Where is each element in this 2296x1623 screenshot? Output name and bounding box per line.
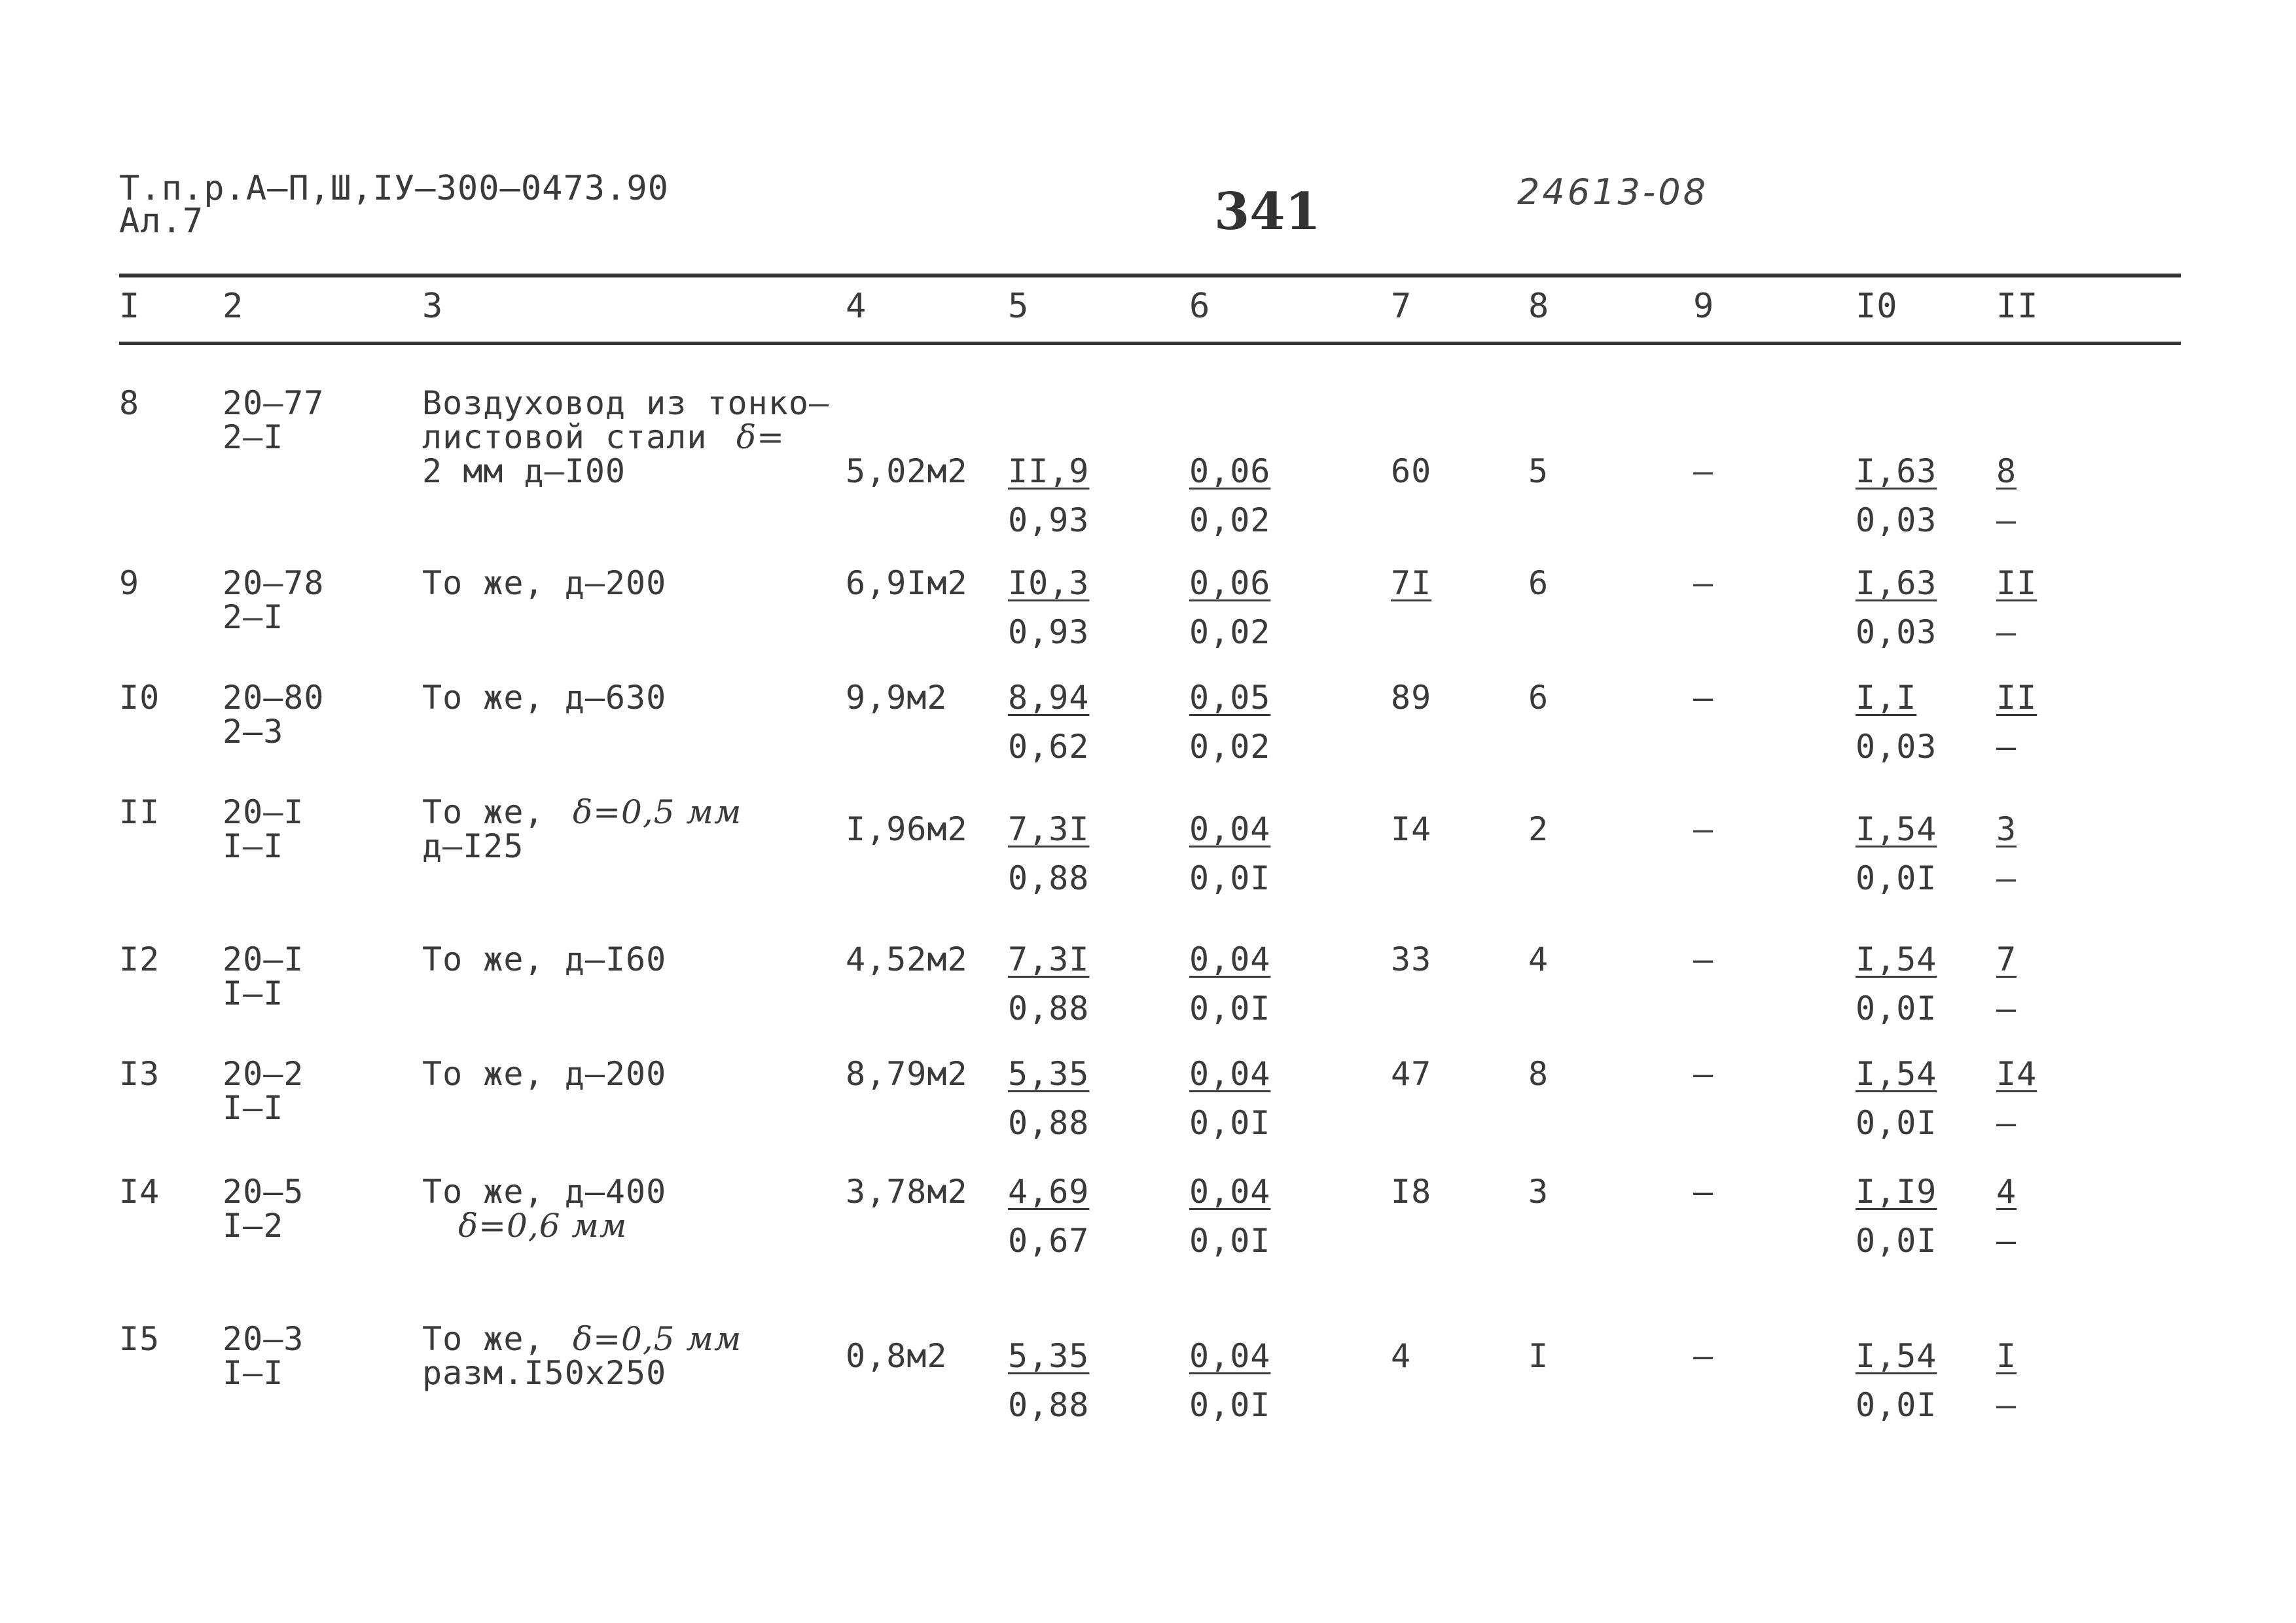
quantity: 0,8м2 <box>846 1337 948 1375</box>
col6-bottom: 0,0I <box>1189 1104 1271 1142</box>
col6-top: 0,04 <box>1189 1173 1271 1211</box>
row-number: I0 <box>119 679 160 717</box>
description-line: То же, <box>422 793 545 831</box>
description-line: 2 мм д–I00 <box>422 452 626 490</box>
col11-bottom: – <box>1996 1386 2017 1424</box>
col5-bottom: 0,88 <box>1008 1386 1090 1424</box>
column-header-10: I0 <box>1856 287 1898 326</box>
column-header-9: 9 <box>1693 287 1715 326</box>
code-top: 20–80 <box>223 679 325 717</box>
code-bottom: I–2 <box>223 1207 284 1245</box>
column-header-11: II <box>1996 287 2039 326</box>
col6-bottom: 0,02 <box>1189 728 1271 766</box>
col11-bottom: – <box>1996 613 2017 651</box>
row-number: I4 <box>119 1173 160 1211</box>
quantity: 5,02м2 <box>846 452 968 490</box>
col7-value: 60 <box>1391 452 1432 490</box>
col5-bottom: 0,88 <box>1008 859 1090 897</box>
code-top: 20–I <box>223 940 304 978</box>
col6-top: 0,04 <box>1189 1055 1271 1093</box>
code-bottom: 2–I <box>223 598 284 636</box>
quantity: 3,78м2 <box>846 1173 968 1211</box>
document-code: Т.п.р.А–П,Ш,IУ–300–0473.90 <box>119 169 669 208</box>
col10-bottom: 0,0I <box>1856 1104 1937 1142</box>
col11-top: II <box>1996 564 2037 602</box>
col5-bottom: 0,88 <box>1008 1104 1090 1142</box>
col11-top: 3 <box>1996 810 2017 848</box>
col7-value: 89 <box>1391 679 1432 717</box>
col5-bottom: 0,93 <box>1008 501 1090 539</box>
col8-value: 6 <box>1528 564 1549 602</box>
column-header-6: 6 <box>1189 287 1211 326</box>
column-header-4: 4 <box>846 287 867 326</box>
col11-top: II <box>1996 679 2037 717</box>
col9-value: – <box>1693 564 1714 602</box>
row-number: 8 <box>119 384 140 422</box>
quantity: 4,52м2 <box>846 940 968 978</box>
row-number: I5 <box>119 1320 160 1358</box>
col10-bottom: 0,0I <box>1856 990 1937 1027</box>
col8-value: 6 <box>1528 679 1549 717</box>
col10-top: I,63 <box>1856 564 1937 602</box>
col7-value: 33 <box>1391 940 1432 978</box>
description-line: То же, д–200 <box>422 1055 667 1093</box>
col10-top: I,I <box>1856 679 1917 717</box>
col6-bottom: 0,02 <box>1189 501 1271 539</box>
col8-value: 5 <box>1528 452 1549 490</box>
description-line: То же, <box>422 1320 545 1358</box>
code-top: 20–77 <box>223 384 325 422</box>
quantity: 9,9м2 <box>846 679 948 717</box>
code-bottom: 2–I <box>223 418 284 456</box>
code-top: 20–2 <box>223 1055 304 1093</box>
quantity: 8,79м2 <box>846 1055 968 1093</box>
delta-thickness: δ=0,6 мм <box>458 1207 628 1245</box>
code-bottom: I–I <box>223 974 284 1012</box>
column-header-5: 5 <box>1008 287 1030 326</box>
col5-top: II,9 <box>1008 452 1090 490</box>
col5-bottom: 0,67 <box>1008 1222 1090 1260</box>
delta-thickness: δ= <box>736 418 785 456</box>
col8-value: I <box>1528 1337 1549 1375</box>
col5-top: 7,3I <box>1008 810 1090 848</box>
col10-bottom: 0,0I <box>1856 1222 1937 1260</box>
col11-bottom: – <box>1996 728 2017 766</box>
code-bottom: I–I <box>223 1089 284 1127</box>
col6-top: 0,04 <box>1189 810 1271 848</box>
col10-bottom: 0,03 <box>1856 613 1937 651</box>
col10-bottom: 0,0I <box>1856 1386 1937 1424</box>
header-rule <box>119 342 2181 345</box>
col5-top: 4,69 <box>1008 1173 1090 1211</box>
description-line: То же, д–200 <box>422 564 667 602</box>
col8-value: 2 <box>1528 810 1549 848</box>
col5-top: 5,35 <box>1008 1055 1090 1093</box>
col10-bottom: 0,03 <box>1856 501 1937 539</box>
description-line: листовой стали <box>422 418 708 456</box>
code-bottom: 2–3 <box>223 713 284 751</box>
sheet-number: Ал.7 <box>119 202 204 241</box>
col6-bottom: 0,02 <box>1189 613 1271 651</box>
row-number: 9 <box>119 564 140 602</box>
delta-thickness: δ=0,5 мм <box>573 793 742 831</box>
col10-top: I,63 <box>1856 452 1937 490</box>
page-number: 341 <box>1214 182 1321 241</box>
code-top: 20–78 <box>223 564 325 602</box>
description-line: То же, д–400 <box>422 1173 667 1211</box>
col9-value: – <box>1693 452 1714 490</box>
row-number: II <box>119 793 160 831</box>
col5-top: I0,3 <box>1008 564 1090 602</box>
description-line: То же, д–I60 <box>422 940 667 978</box>
col9-value: – <box>1693 1173 1714 1211</box>
row-number: I3 <box>119 1055 160 1093</box>
col10-bottom: 0,03 <box>1856 728 1937 766</box>
col6-top: 0,06 <box>1189 564 1271 602</box>
col10-top: I,I9 <box>1856 1173 1937 1211</box>
col9-value: – <box>1693 679 1714 717</box>
delta-thickness: δ=0,5 мм <box>573 1320 742 1358</box>
description-line: д–I25 <box>422 827 524 865</box>
col6-top: 0,06 <box>1189 452 1271 490</box>
col7-value: I4 <box>1391 810 1432 848</box>
col11-bottom: – <box>1996 990 2017 1027</box>
col9-value: – <box>1693 940 1714 978</box>
handwritten-code: 24613-08 <box>1517 171 1708 213</box>
quantity: I,96м2 <box>846 810 968 848</box>
col10-top: I,54 <box>1856 810 1937 848</box>
code-top: 20–5 <box>223 1173 304 1211</box>
row-number: I2 <box>119 940 160 978</box>
description-line: разм.I50x250 <box>422 1354 667 1392</box>
col6-bottom: 0,0I <box>1189 1222 1271 1260</box>
col5-bottom: 0,93 <box>1008 613 1090 651</box>
quantity: 6,9Iм2 <box>846 564 968 602</box>
col5-top: 5,35 <box>1008 1337 1090 1375</box>
col8-value: 8 <box>1528 1055 1549 1093</box>
column-header-7: 7 <box>1391 287 1412 326</box>
col6-top: 0,05 <box>1189 679 1271 717</box>
top-rule <box>119 274 2181 277</box>
column-header-2: 2 <box>223 287 244 326</box>
col6-bottom: 0,0I <box>1189 990 1271 1027</box>
col11-bottom: – <box>1996 501 2017 539</box>
column-header-8: 8 <box>1528 287 1550 326</box>
col5-top: 8,94 <box>1008 679 1090 717</box>
column-header-3: 3 <box>422 287 444 326</box>
col7-value: 4 <box>1391 1337 1412 1375</box>
col6-top: 0,04 <box>1189 940 1271 978</box>
col9-value: – <box>1693 1055 1714 1093</box>
col8-value: 4 <box>1528 940 1549 978</box>
col9-value: – <box>1693 810 1714 848</box>
col9-value: – <box>1693 1337 1714 1375</box>
col7-value: 7I <box>1391 564 1432 602</box>
col6-bottom: 0,0I <box>1189 1386 1271 1424</box>
col6-bottom: 0,0I <box>1189 859 1271 897</box>
col6-top: 0,04 <box>1189 1337 1271 1375</box>
col7-value: 47 <box>1391 1055 1432 1093</box>
col10-top: I,54 <box>1856 1337 1937 1375</box>
col11-top: 7 <box>1996 940 2017 978</box>
description-line: Воздуховод из тонко– <box>422 384 830 422</box>
col11-top: 4 <box>1996 1173 2017 1211</box>
col11-top: 8 <box>1996 452 2017 490</box>
col10-top: I,54 <box>1856 1055 1937 1093</box>
col5-top: 7,3I <box>1008 940 1090 978</box>
col11-top: I <box>1996 1337 2017 1375</box>
col10-bottom: 0,0I <box>1856 859 1937 897</box>
col11-top: I4 <box>1996 1055 2037 1093</box>
col5-bottom: 0,62 <box>1008 728 1090 766</box>
col7-value: I8 <box>1391 1173 1432 1211</box>
col8-value: 3 <box>1528 1173 1549 1211</box>
column-header-1: I <box>119 287 141 326</box>
col10-top: I,54 <box>1856 940 1937 978</box>
col5-bottom: 0,88 <box>1008 990 1090 1027</box>
code-top: 20–3 <box>223 1320 304 1358</box>
description-line: То же, д–630 <box>422 679 667 717</box>
col11-bottom: – <box>1996 1104 2017 1142</box>
code-bottom: I–I <box>223 1354 284 1392</box>
col11-bottom: – <box>1996 859 2017 897</box>
code-bottom: I–I <box>223 827 284 865</box>
col11-bottom: – <box>1996 1222 2017 1260</box>
code-top: 20–I <box>223 793 304 831</box>
